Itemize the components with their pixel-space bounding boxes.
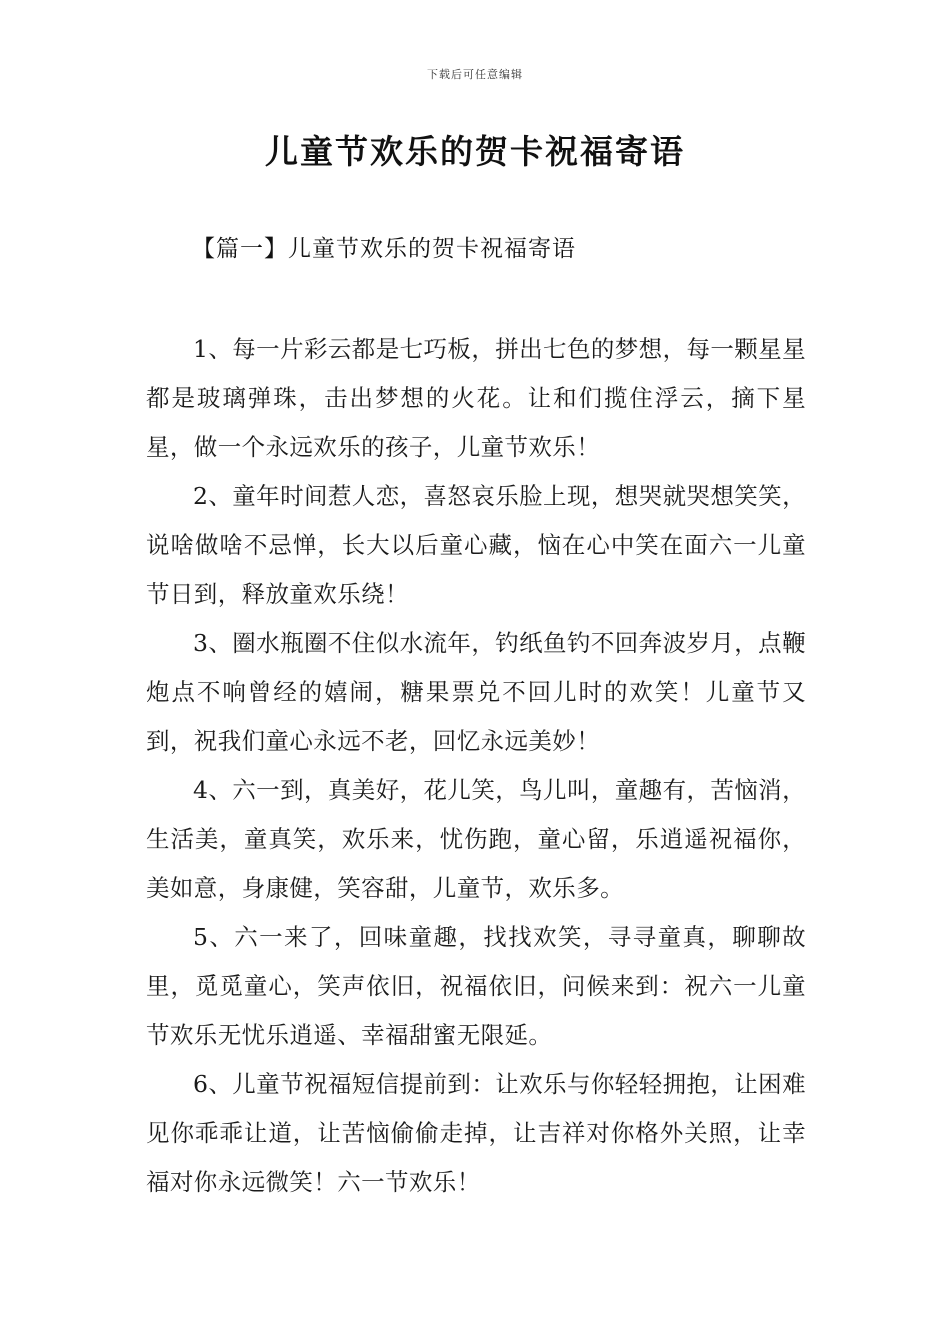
document-title: 儿童节欢乐的贺卡祝福寄语 <box>265 132 685 171</box>
paragraph-3: 3、圈水瓶圈不住似水流年，钓纸鱼钓不回奔波岁月，点鞭炮点不响曾经的嬉闹，糖果票兑不回儿时的欢笑！儿童节又到，祝我们童心永远不老，回忆永远美妙！ <box>146 629 806 755</box>
header-note: 下载后可任意编辑 <box>427 68 523 81</box>
paragraph-6: 6、儿童节祝福短信提前到：让欢乐与你轻轻拥抱，让困难见你乖乖让道，让苦恼偷偷走掉，让吉祥对你格外关照，让幸福对你永远微笑！六一节欢乐！ <box>146 1070 806 1196</box>
paragraph-5: 5、六一来了，回味童趣，找找欢笑，寻寻童真，聊聊故里，觅觅童心，笑声依旧，祝福依旧，问候来到：祝六一儿童节欢乐无忧乐逍遥、幸福甜蜜无限延。 <box>146 923 806 1049</box>
paragraph-2: 2、童年时间惹人恋，喜怒哀乐脸上现，想哭就哭想笑笑，说啥做啥不忌惮，长大以后童心藏，恼在心中笑在面六一儿童节日到，释放童欢乐绕！ <box>146 482 806 608</box>
paragraph-4: 4、六一到，真美好，花儿笑，鸟儿叫，童趣有，苦恼消，生活美，童真笑，欢乐来，忧伤跑，童心留，乐逍遥祝福你，美如意，身康健，笑容甜，儿童节，欢乐多。 <box>146 776 806 902</box>
paragraph-1: 1、每一片彩云都是七巧板，拼出七色的梦想，每一颗星星都是玻璃弹珠，击出梦想的火花。让和们揽住浮云，摘下星星，做一个永远欢乐的孩子，儿童节欢乐！ <box>146 335 806 461</box>
body-text <box>146 325 806 1207</box>
section-heading: 【篇一】儿童节欢乐的贺卡祝福寄语 <box>192 236 576 262</box>
